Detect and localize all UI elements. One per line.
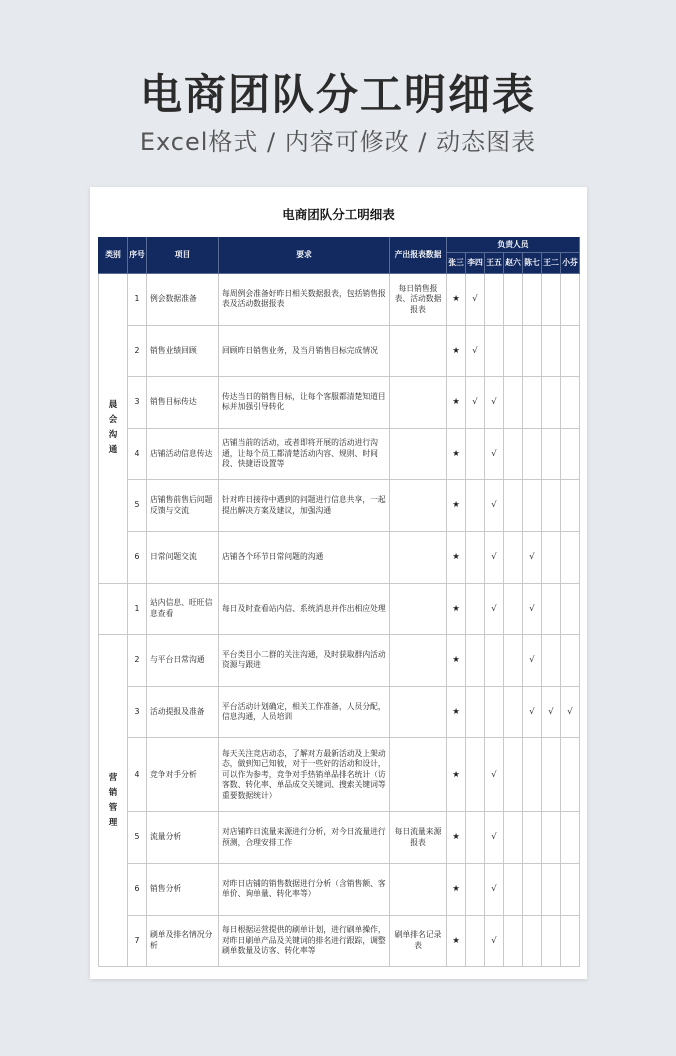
owner-mark bbox=[504, 635, 523, 687]
row-item: 日常问题交流 bbox=[147, 531, 219, 583]
owner-mark bbox=[561, 812, 580, 864]
owner-mark: √ bbox=[466, 325, 485, 377]
table-row bbox=[99, 635, 580, 687]
owner-mark bbox=[504, 480, 523, 532]
owner-mark: √ bbox=[523, 635, 542, 687]
owner-mark: ★ bbox=[447, 377, 466, 429]
owner-mark: ★ bbox=[447, 428, 466, 480]
row-requirement: 每日及时查看站内信、系统消息并作出相应处理 bbox=[219, 583, 390, 635]
owner-mark: ★ bbox=[447, 325, 466, 377]
table-row bbox=[99, 686, 580, 738]
owner-mark bbox=[504, 274, 523, 326]
owner-mark: √ bbox=[485, 377, 504, 429]
hero-title: 电商团队分工明细表 bbox=[139, 70, 536, 119]
table-row bbox=[99, 531, 580, 583]
row-report bbox=[390, 428, 447, 480]
owner-mark bbox=[542, 738, 561, 812]
owner-mark bbox=[542, 863, 561, 915]
owner-mark bbox=[466, 686, 485, 738]
owner-mark bbox=[542, 428, 561, 480]
owner-mark: √ bbox=[523, 531, 542, 583]
owner-mark bbox=[523, 738, 542, 812]
table-row bbox=[99, 812, 580, 864]
owner-mark bbox=[485, 274, 504, 326]
owner-mark bbox=[523, 812, 542, 864]
row-report bbox=[390, 738, 447, 812]
row-number: 4 bbox=[128, 428, 147, 480]
row-report bbox=[390, 325, 447, 377]
row-item: 与平台日常沟通 bbox=[147, 635, 219, 687]
owner-mark bbox=[504, 428, 523, 480]
header-owners-group: 负责人员 bbox=[447, 238, 580, 253]
owner-mark bbox=[485, 325, 504, 377]
row-number: 5 bbox=[128, 812, 147, 864]
category-cell bbox=[99, 583, 128, 635]
header-item: 项目 bbox=[147, 238, 219, 274]
owner-mark bbox=[542, 812, 561, 864]
owner-mark bbox=[561, 531, 580, 583]
row-item: 刷单及排名情况分析 bbox=[147, 915, 219, 967]
header-number: 序号 bbox=[128, 238, 147, 274]
table-row bbox=[99, 377, 580, 429]
row-requirement: 平台类目小二群的关注沟通，及时获取群内活动资源与跟进 bbox=[219, 635, 390, 687]
sheet-title: 电商团队分工明细表 bbox=[282, 207, 395, 222]
owner-mark bbox=[504, 583, 523, 635]
row-item: 活动提报及准备 bbox=[147, 686, 219, 738]
row-item: 销售目标传达 bbox=[147, 377, 219, 429]
row-report bbox=[390, 583, 447, 635]
owner-mark bbox=[542, 480, 561, 532]
row-report bbox=[390, 531, 447, 583]
row-number: 1 bbox=[128, 583, 147, 635]
owner-mark bbox=[466, 635, 485, 687]
row-number: 5 bbox=[128, 480, 147, 532]
row-number: 2 bbox=[128, 325, 147, 377]
owner-mark bbox=[504, 325, 523, 377]
owner-mark bbox=[523, 377, 542, 429]
row-number: 6 bbox=[128, 531, 147, 583]
table-row bbox=[99, 274, 580, 326]
division-table bbox=[98, 237, 580, 967]
row-item: 站内信息、旺旺信息查看 bbox=[147, 583, 219, 635]
owner-mark bbox=[504, 686, 523, 738]
owner-mark: ★ bbox=[447, 531, 466, 583]
row-report bbox=[390, 686, 447, 738]
row-number: 7 bbox=[128, 915, 147, 967]
row-requirement: 店铺各个环节日常问题的沟通 bbox=[219, 531, 390, 583]
owner-mark bbox=[466, 480, 485, 532]
owner-mark: ★ bbox=[447, 274, 466, 326]
owner-mark bbox=[561, 738, 580, 812]
row-item: 销售分析 bbox=[147, 863, 219, 915]
row-report bbox=[390, 480, 447, 532]
header-owner: 王五 bbox=[485, 253, 504, 274]
owner-mark bbox=[542, 635, 561, 687]
row-report bbox=[390, 863, 447, 915]
owner-mark: ★ bbox=[447, 863, 466, 915]
owner-mark: √ bbox=[485, 428, 504, 480]
owner-mark bbox=[542, 583, 561, 635]
owner-mark bbox=[466, 863, 485, 915]
owner-mark bbox=[561, 377, 580, 429]
row-item: 店铺售前售后问题反馈与交流 bbox=[147, 480, 219, 532]
category-cell: 营 销 管 理 bbox=[99, 635, 128, 967]
header-owner: 小芬 bbox=[561, 253, 580, 274]
owner-mark bbox=[504, 863, 523, 915]
owner-mark: ★ bbox=[447, 635, 466, 687]
owner-mark: √ bbox=[485, 480, 504, 532]
owner-mark bbox=[561, 583, 580, 635]
row-requirement: 针对昨日接待中遇到的问题进行信息共享，一起提出解决方案及建议，加强沟通 bbox=[219, 480, 390, 532]
header-owner: 赵六 bbox=[504, 253, 523, 274]
row-report bbox=[390, 377, 447, 429]
header-category: 类别 bbox=[99, 238, 128, 274]
header-owner: 张三 bbox=[447, 253, 466, 274]
row-report: 每日流量来源报表 bbox=[390, 812, 447, 864]
owner-mark bbox=[466, 583, 485, 635]
row-requirement: 每日根据运营提供的刷单计划，进行刷单操作，对昨日刷单产品及关键词的排名进行跟踪，调整刷单数量及访客、转化率等 bbox=[219, 915, 390, 967]
owner-mark bbox=[466, 738, 485, 812]
row-number: 6 bbox=[128, 863, 147, 915]
owner-mark bbox=[523, 480, 542, 532]
owner-mark bbox=[485, 635, 504, 687]
owner-mark bbox=[561, 274, 580, 326]
owner-mark bbox=[504, 915, 523, 967]
row-requirement: 对昨日店铺的销售数据进行分析（含销售额、客单价、询单量、转化率等） bbox=[219, 863, 390, 915]
header-owner: 李四 bbox=[466, 253, 485, 274]
table-row bbox=[99, 583, 580, 635]
owner-mark: √ bbox=[542, 686, 561, 738]
header-owner: 陈七 bbox=[523, 253, 542, 274]
row-item: 店铺活动信息传达 bbox=[147, 428, 219, 480]
row-requirement: 平台活动计划确定，相关工作准备，人员分配，信息沟通，人员培训 bbox=[219, 686, 390, 738]
owner-mark bbox=[485, 686, 504, 738]
owner-mark: √ bbox=[466, 274, 485, 326]
row-item: 流量分析 bbox=[147, 812, 219, 864]
owner-mark: ★ bbox=[447, 583, 466, 635]
owner-mark bbox=[542, 377, 561, 429]
owner-mark: √ bbox=[485, 812, 504, 864]
owner-mark bbox=[504, 531, 523, 583]
owner-mark bbox=[561, 635, 580, 687]
owner-mark: √ bbox=[523, 686, 542, 738]
header-report: 产出报表数据 bbox=[390, 238, 447, 274]
row-report: 每日销售报表、活动数据报表 bbox=[390, 274, 447, 326]
owner-mark: ★ bbox=[447, 915, 466, 967]
header-owner: 王二 bbox=[542, 253, 561, 274]
header-requirement: 要求 bbox=[219, 238, 390, 274]
table-row bbox=[99, 428, 580, 480]
owner-mark: √ bbox=[466, 377, 485, 429]
owner-mark bbox=[561, 480, 580, 532]
owner-mark bbox=[561, 325, 580, 377]
owner-mark bbox=[542, 325, 561, 377]
owner-mark bbox=[523, 274, 542, 326]
owner-mark: √ bbox=[523, 583, 542, 635]
owner-mark bbox=[542, 531, 561, 583]
row-report bbox=[390, 635, 447, 687]
owner-mark bbox=[542, 915, 561, 967]
row-requirement: 传达当日的销售目标，让每个客服都清楚知道目标并加强引导转化 bbox=[219, 377, 390, 429]
row-number: 2 bbox=[128, 635, 147, 687]
owner-mark bbox=[466, 531, 485, 583]
row-requirement: 每天关注竞店动态，了解对方最新活动及上架动态，做到知己知彼，对于一些好的活动和设计，可以作为参考，竞争对手热销单品排名统计（访客数、转化率、单品成交关键词、搜索关键词等重要数据统计） bbox=[219, 738, 390, 812]
row-number: 3 bbox=[128, 686, 147, 738]
owner-mark: √ bbox=[485, 583, 504, 635]
row-item: 例会数据准备 bbox=[147, 274, 219, 326]
row-number: 1 bbox=[128, 274, 147, 326]
owner-mark bbox=[504, 377, 523, 429]
table-row bbox=[99, 863, 580, 915]
owner-mark bbox=[561, 428, 580, 480]
owner-mark bbox=[523, 428, 542, 480]
row-requirement: 回顾昨日销售业务，及当月销售目标完成情况 bbox=[219, 325, 390, 377]
owner-mark: √ bbox=[485, 738, 504, 812]
owner-mark bbox=[523, 863, 542, 915]
owner-mark: √ bbox=[485, 915, 504, 967]
owner-mark bbox=[523, 915, 542, 967]
owner-mark: ★ bbox=[447, 686, 466, 738]
row-requirement: 店铺当前的活动，或者即将开展的活动进行沟通，让每个员工都清楚活动内容、规则、时间段、快捷语设置等 bbox=[219, 428, 390, 480]
table-row bbox=[99, 480, 580, 532]
row-number: 4 bbox=[128, 738, 147, 812]
row-item: 销售业绩回顾 bbox=[147, 325, 219, 377]
owner-mark bbox=[504, 812, 523, 864]
row-report: 刷单排名记录表 bbox=[390, 915, 447, 967]
category-cell: 晨 会 沟 通 bbox=[99, 274, 128, 584]
owner-mark: ★ bbox=[447, 738, 466, 812]
owner-mark: ★ bbox=[447, 480, 466, 532]
owner-mark bbox=[504, 738, 523, 812]
table-row bbox=[99, 738, 580, 812]
owner-mark bbox=[542, 274, 561, 326]
owner-mark bbox=[561, 863, 580, 915]
owner-mark: √ bbox=[561, 686, 580, 738]
table-row bbox=[99, 325, 580, 377]
owner-mark: ★ bbox=[447, 812, 466, 864]
owner-mark bbox=[466, 812, 485, 864]
owner-mark bbox=[466, 915, 485, 967]
owner-mark bbox=[561, 915, 580, 967]
hero-subtitle: Excel格式 / 内容可修改 / 动态图表 bbox=[139, 128, 537, 156]
owner-mark: √ bbox=[485, 531, 504, 583]
owner-mark bbox=[466, 428, 485, 480]
spreadsheet-preview bbox=[90, 187, 587, 979]
row-requirement: 每周例会准备好昨日相关数据报表，包括销售报表及活动数据报表 bbox=[219, 274, 390, 326]
row-item: 竞争对手分析 bbox=[147, 738, 219, 812]
owner-mark: √ bbox=[485, 863, 504, 915]
row-number: 3 bbox=[128, 377, 147, 429]
owner-mark bbox=[523, 325, 542, 377]
row-requirement: 对店铺昨日流量来源进行分析，对今日流量进行预测，合理安排工作 bbox=[219, 812, 390, 864]
table-row bbox=[99, 915, 580, 967]
